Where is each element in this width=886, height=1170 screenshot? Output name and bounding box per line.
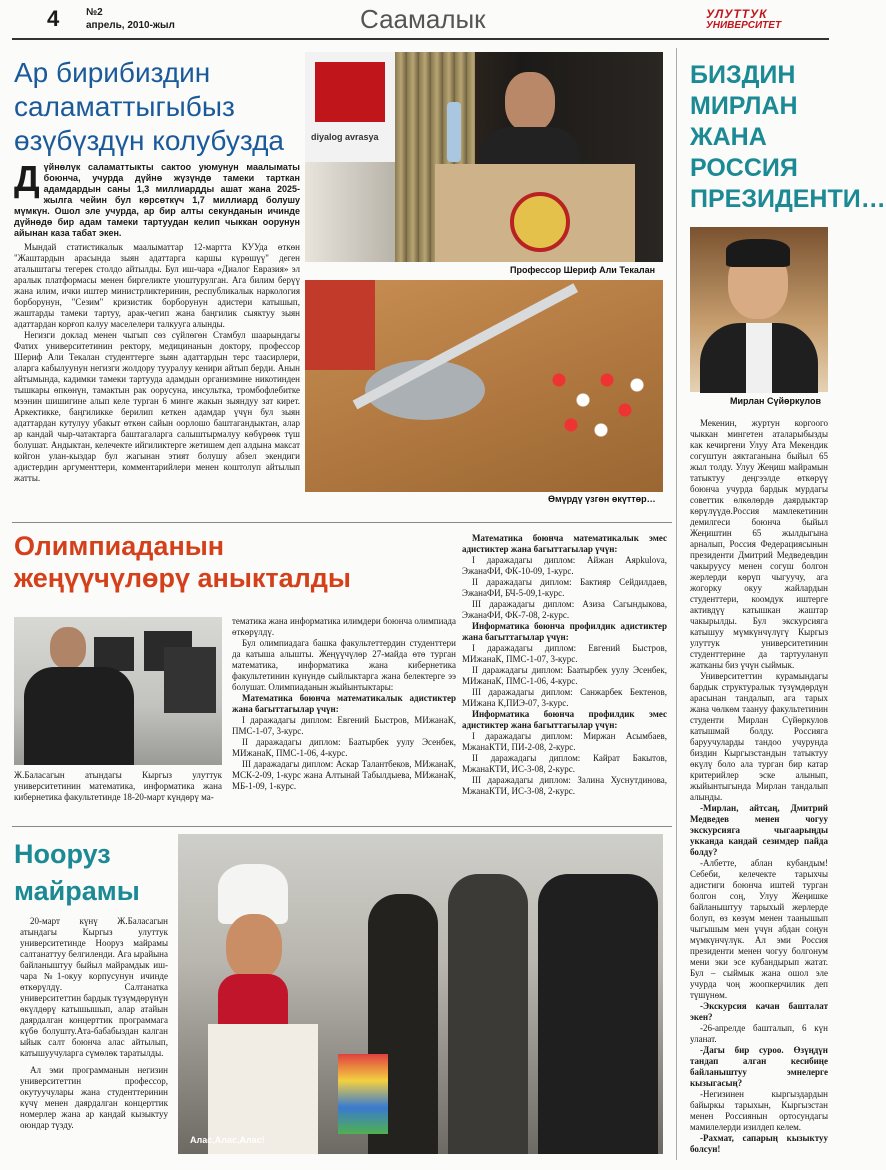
lead-text: үйнөлүк саламаттыкты сактоо уюмунун маалыматы боюнча, учурда дүйнө жүзүндө тамеки тарткан адамдардын саны 1,3 миллиардды ашат жана 2025-жылга чейин бул көрсөткүч 1,7 миллиард болушу мүмкүн. Ошол эле учурда, ар бир алты секунданын ичинде дүйнөдө бир адам тамеки тартуудан келип чыккан оорунун айынан каза табат экен. <box>14 162 300 238</box>
sidebar-body <box>690 418 828 1155</box>
sidebar-answer1: -Албетте, аблан кубандым! Себеби, келечекте тарыхчы адистиги боюнча иштей турган болгон соң, Улуу Жеңишке байланыштуу тарыхый жерлерде болуп, өз көзүм менен таанышып чыгышым мен үчүн абдан соңун мүмкүнчүлүк. Ал эми Россия президенти менен чогуу болгонум мени эки эсе кубандырып жатат. Бул – сыймык жана ошол эле учурда чоң жоопкерчилик деп түшүнөм. <box>690 858 828 1000</box>
article1-lead <box>14 158 300 239</box>
dropcap: Д <box>14 158 40 199</box>
result4-line3: III даражадагы диплом: Залина Хуснутдинова, МжанаКТИ, ИС-3-08, 2-курс. <box>462 775 667 796</box>
banner-text: diyalog avrasya <box>311 132 379 142</box>
article1-para2: Негизги доклад менен чыгып сөз сүйлөгөн Стамбул шаарындагы Фатих университетинин ректору, медицинанын доктору, профессор Шериф Али Текалан студенттерге зыян адаттардын терс таасирлери, аларга кабылуунун негизги жолдору тууралуу кенири айтып берди. Анын айтымында, кадимки тамеки тартууда адамдын организмине никотинден тышкары өпкөнүн, тамактын рак оорусуна, инсультка, тромбофлебитке мээнин шишигине алып келе турган 6 минге жакын зыяндуу зат кирет. Аркектикке, баңгиликке берилип кеткен адамдар үчүн бул зыян адаттардан кутулуу убакыт өткөн сайын оорлошо баштагандыктан, алар ар кандай чыр-чатактарга баштагаларга салыштырмалуу көбүрөөк түш болушат. Андыктан, келечекте ийгиликтерге жетишем деп алдына максат койгон улан-кыздар бул жагынан этият болушу абзел экендиги адистердин аргументтери, комментарийлери менен коштолуп айтылып жатты. <box>14 330 300 483</box>
article1-title-line2: саламаттыгыбыз <box>14 91 235 122</box>
article2-col2 <box>232 616 456 792</box>
banner <box>305 52 395 162</box>
speaker-photo <box>305 52 663 262</box>
logo-line1: УЛУТТУК <box>706 7 768 21</box>
result3-line2: II даражадагы диплом: Баатырбек уулу Эсенбек, МИжанаК, ПМС-1-06, 4-курс. <box>462 665 667 686</box>
result2-line3: III даражадагы диплом: Азиза Сагындыкова, ЭжанаФИ, ФК-7-08, 2-курс. <box>462 599 667 620</box>
article2-title-line1: Олимпиаданын <box>14 531 225 561</box>
article1-title-line3: өзүбүздүн колубузда <box>14 125 284 156</box>
pills-photo-caption: Өмүрдү үзгөн өкүттөр… <box>548 494 656 504</box>
sidebar-title <box>690 60 886 215</box>
article2-bottom-rule <box>12 826 672 827</box>
result1-line3: III даражадагы диплом: Аскар Талантбеков, МИжанаК, МСК-2-09, 1-курс жана Алтынай Табылдыева, МИжанаК, МБ-1-09, 1-курс. <box>232 759 456 791</box>
article3-para1: 20-март күнү Ж.Баласагын атындагы Кыргыз улуттук университетинде Нооруз майрамы салтанаттуу белгиленди. Ага ырайына байланыштуу быйыл майрамдык иш-чара №1-окуу корпусунун ичинде өткөрүлдү. Салтанатка университеттин бардык түзүмдөрүнүн өкүлдөрү катышышып, алар атайын даярдалган концерттик программага күбө болушту.Ата-бабабыздан калган ыйык салт боюнча алас айтылып, катышуучуларга сүмөлөк таратылды. <box>20 916 168 1058</box>
result-heading1: Математика боюнча математикалык адистиктер жана багыттагылар үчүн: <box>232 693 456 714</box>
result-heading4: Информатика боюнча профилдик эмес адистиктер жана багыттагылар үчүн: <box>462 709 667 730</box>
column-divider <box>676 48 677 1160</box>
issue-number: №2 <box>86 7 103 18</box>
page-number: 4 <box>47 6 60 31</box>
result3-line3: III даражадагы диплом: Санжарбек Бектенов, МИжана К,ПИЭ-07, 3-курс. <box>462 687 667 708</box>
mirlan-photo-caption: Мирлан Сүйөркулов <box>730 396 822 406</box>
article1-title-line1: Ар бирибиздин <box>14 57 211 88</box>
result4-line2: II даражадагы диплом: Кайрат Бакытов, МжанаКТИ, ИС-3-08, 2-курс. <box>462 753 667 774</box>
sidebar-para1: Мекенин, журтун коргоого чыккан мингетен аталарыбызды как кечиргени Улуу Ата Мекендик согуштун аяктаганына быйыл 65 жыл толду. Улуу Жеңиш майрамын татыктуу деңгээлде өткөрүү боюнча учурда бардык мурдагы советтик өлкөлөрдө даярдыктар көрүлүүдө.Россия мамлекетинин демилгеси боюнча быйыл Жеңиштин 65 жылдыгына арналып, Россия Федерациясынын президенти Дмитрий Медведевдин чакыруусу менен согуш болгон жерлерди көрүп чыгуучу, ага жогорку окуу жайлардын студенттери, коомдук иштерге активдүү катышкан жаштар чакырылды. Бул экскурсияга катышуу мүмкүнчүлүгү Кыргыз улуттук университетинин студенттерине да тартуулануп жатканы биз үчүн сыймык. <box>690 418 828 670</box>
result2-line2: II даражадагы диплом: Бактияр Сейдилдаев, ЭжанаФИ, БЧ-5-09,1-курс. <box>462 577 667 598</box>
result3-line1: I даражадагы диплом: Евгений Быстров, МИжанаК, ПМС-1-07, 3-курс. <box>462 643 667 664</box>
article2-title-line2: жеңүүчүлөрү аныкталды <box>14 563 351 593</box>
article3-title-line2: майрамы <box>14 876 140 906</box>
sidebar-title-line2: МИРЛАН <box>690 92 798 120</box>
sidebar-question3: -Дагы бир суроо. Өзүңдүн тандап алган кесибиңе байланыштуу эмнелерге кызыгасың? <box>690 1045 828 1088</box>
article1-bottom-rule <box>12 522 672 523</box>
result1-line2: II даражадагы диплом: Баатырбек уулу Эсенбек, МИжанаК, ПМС-1-06, 4-курс. <box>232 737 456 758</box>
speaker-head <box>505 72 555 132</box>
article1-title <box>14 56 284 158</box>
result-heading3: Информатика боюнча профилдик адистиктер жана багыттагылар үчүн: <box>462 621 667 642</box>
podium-emblem <box>510 192 570 252</box>
logo-line2: УНИВЕРСИТЕТ <box>706 20 782 31</box>
article2-intro: Ж.Баласагын атындагы Кыргыз улуттук университетинин математика, информатика жана кибернетика факультетинде 18-20-март күндөрү ма- <box>14 770 222 802</box>
article2-col3 <box>462 533 667 797</box>
issue-date: апрель, 2010-жыл <box>86 20 175 31</box>
section-title: Саамалык <box>360 4 486 34</box>
water-bottle <box>447 102 461 162</box>
article2-col2-p1: тематика жана информатика илимдери боюнча олимпиада өткөрүлдү. <box>232 616 456 637</box>
pills-pile <box>535 350 655 450</box>
sidebar-title-line3: ЖАНА <box>690 123 767 151</box>
sidebar-title-line4: РОССИЯ <box>690 154 798 182</box>
speaker-photo-caption: Профессор Шериф Али Текалан <box>510 265 656 275</box>
sidebar-answer2: -26-апрелде башталып, 6 күн уланат. <box>690 1023 828 1044</box>
result-heading2: Математика боюнча математикалык эмес адистиктер жана багыттагылар үчүн: <box>462 533 667 554</box>
mirlan-photo <box>690 227 828 392</box>
article2-col2-p2: Бул олимпиадага башка факультеттердин студенттери да катыша алышты. Жеңүүчүлөр 27-майда өтө турган математика, информатика жана кибернетика факультетинин күнүндө сыйлыктарга жана белектерге ээ болушат. Олимпиаданын жыйынтыктары: <box>232 638 456 692</box>
cigarette-pack <box>305 280 375 370</box>
sidebar-question1: -Мирлан, айтсаң, Дмитрий Медведев менен чогуу экскурсияга чыгаарыңды укканда кандай сезимдер пайда болду? <box>690 803 828 857</box>
article3-title <box>14 836 140 910</box>
newspaper-logo <box>706 8 802 34</box>
computer-lab-photo <box>14 617 222 765</box>
article1-para1: Мындай статистикалык маалыматтар 12-мартта КУУда өткөн "Жаштардын арасында зыян адаттарга каршы күрөшүү" деген аталыштагы тегерек столдо айтылды. Бул иш-чара «Диалог Евразия» эл аралык платформасы менен биргеликте уюштурулган. Ага билим берүү жана илим, ички иштер министрликтеринин, республикалык наркология борборунун, "Сезим" кризистик борборунун адистери катышып, жаштарды тамеки тартуу, арак-чегип жана баңгилик сыяктуу зыян адаттардан корғоп калуу маселелери талкууга алынды. <box>14 242 300 329</box>
pills-photo <box>305 280 663 492</box>
sidebar-title-line5: ПРЕЗИДЕНТИ… <box>690 185 886 213</box>
result2-line1: I даражадагы диплом: Айжан Аярkulova, ЭжанаФИ, ФК-10-09, 1-курс. <box>462 555 667 576</box>
result1-line1: I даражадагы диплом: Евгений Быстров, МИжанаК, ПМС-1-07, 3-курс. <box>232 715 456 736</box>
nooruz-photo-caption: Алас,Алас,Алас! <box>190 1135 265 1145</box>
sidebar-para2: Университеттин курамындагы бардык структуралык түзүмдөрдүн арасынан тандалып, ага тарых жана чөлкөм таануу факультетинин студенти Мирлан Сүйөркулов катышмай болду. Россияга баруучуларды тандоо учурунда биздин Кыргызстандын татыктуу өкүлү боло ала турган бир катар критерийлер эске алынып, жыйынтыгында Мирлан тандалып алынды. <box>690 671 828 802</box>
sidebar-question4: -Рахмат, сапарың кызыктуу болсун! <box>690 1133 828 1154</box>
article2-col1-text <box>14 770 222 803</box>
article3-title-line1: Нооруз <box>14 839 111 869</box>
article1-body <box>14 242 300 484</box>
article2-title <box>14 530 351 594</box>
nooruz-photo <box>178 834 663 1154</box>
article3-body <box>20 916 168 1131</box>
sidebar-answer3: -Негизинен кыргыздардын байыркы тарыхын, Кыргызстан менен Россиянын ортосундагы мамилелерди изилдеп келем. <box>690 1089 828 1132</box>
header-rule <box>12 38 829 40</box>
article3-para2: Ал эми программанын негизин университеттин профессор, окутуучулары жана студенттеринин күчү менен даярдалган концерттик номерлер жана ар кандай кызыктуу оюндар түзду. <box>20 1065 168 1130</box>
sidebar-question2: -Экскурсия качан башталат экен? <box>690 1001 828 1022</box>
result4-line1: I даражадагы диплом: Миржан Асымбаев, МжанаКТИ, ПИ-2-08, 2-курс. <box>462 731 667 752</box>
sidebar-title-line1: БИЗДИН <box>690 61 796 89</box>
